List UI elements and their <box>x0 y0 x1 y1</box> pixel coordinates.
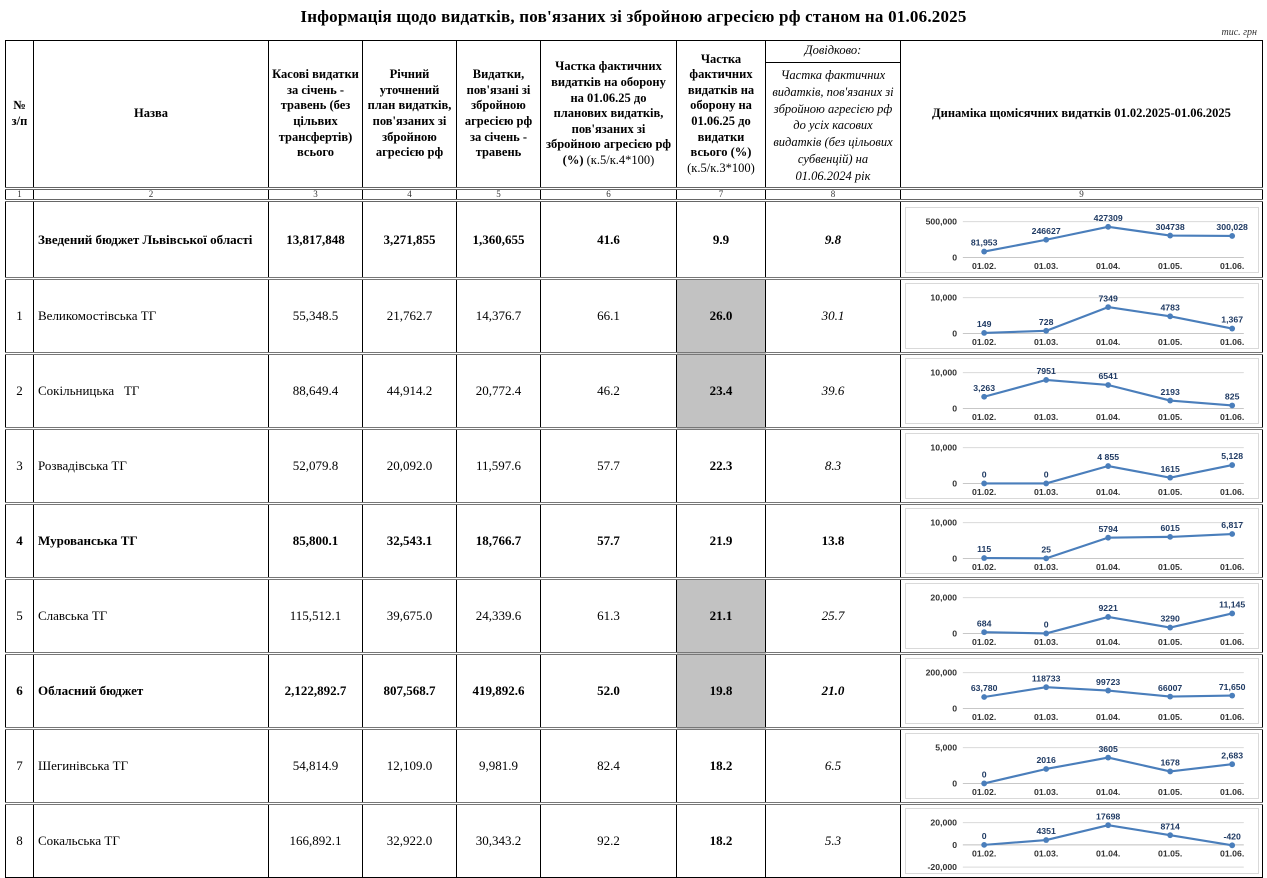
share-of-plan-value: 66.1 <box>541 279 677 354</box>
share-of-total-value: 21.9 <box>677 504 766 579</box>
svg-text:71,650: 71,650 <box>1218 681 1245 692</box>
svg-text:01.06.: 01.06. <box>1219 562 1244 573</box>
war-expenditures-value: 20,772.4 <box>457 354 541 429</box>
svg-text:01.04.: 01.04. <box>1095 412 1120 423</box>
column-number: 4 <box>363 189 457 201</box>
column-number: 7 <box>677 189 766 201</box>
svg-text:01.02.: 01.02. <box>971 260 996 271</box>
column-number: 5 <box>457 189 541 201</box>
sparkline-chart <box>905 808 1259 874</box>
svg-text:25: 25 <box>1040 544 1051 555</box>
svg-text:0: 0 <box>951 553 957 564</box>
share-of-total-value: 18.2 <box>677 804 766 878</box>
dynamics-cell <box>901 654 1263 729</box>
svg-text:10,000: 10,000 <box>929 367 957 378</box>
svg-text:01.03.: 01.03. <box>1033 487 1058 498</box>
header-share-of-total <box>677 41 766 189</box>
svg-text:4351: 4351 <box>1035 826 1056 837</box>
reference-value: 9.8 <box>766 201 901 279</box>
svg-text:3605: 3605 <box>1097 743 1118 754</box>
svg-text:825: 825 <box>1224 391 1239 402</box>
header-dynamics: Динаміка щомісячних видатків 01.02.2025-01.06.2025 <box>901 41 1263 189</box>
svg-text:1,367: 1,367 <box>1220 314 1243 325</box>
table-row-consolidated-budget <box>6 201 1263 279</box>
dynamics-cell <box>901 729 1263 804</box>
svg-text:01.02.: 01.02. <box>971 712 996 723</box>
war-expenditures-value: 1,360,655 <box>457 201 541 279</box>
svg-text:01.05.: 01.05. <box>1157 260 1182 271</box>
row-num: 2 <box>6 354 34 429</box>
row-name: Розвадівська ТГ <box>34 429 269 504</box>
svg-text:01.05.: 01.05. <box>1157 787 1182 798</box>
share-of-total-value: 23.4 <box>677 354 766 429</box>
annual-plan-value: 32,543.1 <box>363 504 457 579</box>
sparkline-chart <box>905 583 1259 649</box>
svg-text:81,953: 81,953 <box>970 237 997 248</box>
table-row-sokalska <box>6 804 1263 878</box>
svg-text:0: 0 <box>981 769 987 780</box>
table-row-sokilnytska <box>6 354 1263 429</box>
svg-text:01.05.: 01.05. <box>1157 412 1182 423</box>
share-of-plan-value: 61.3 <box>541 579 677 654</box>
svg-text:20,000: 20,000 <box>929 592 957 603</box>
svg-text:01.02.: 01.02. <box>971 637 996 648</box>
svg-text:01.02.: 01.02. <box>971 848 996 859</box>
svg-text:0: 0 <box>981 831 987 842</box>
svg-text:01.05.: 01.05. <box>1157 637 1182 648</box>
header-cash-expenditures: Касові видатки за січень - травень (без цільвих трансфертів) всього <box>269 41 363 189</box>
header-share-of-plan-formula: (к.5/к.4*100) <box>586 153 655 168</box>
svg-text:01.03.: 01.03. <box>1033 712 1058 723</box>
svg-text:-420: -420 <box>1222 831 1241 842</box>
column-number-row <box>6 189 1263 201</box>
page-title: Інформація щодо видатків, пов'язаних зі збройною агресією рф станом на 01.06.2025 <box>300 7 967 26</box>
column-number: 2 <box>34 189 269 201</box>
svg-text:01.02.: 01.02. <box>971 562 996 573</box>
row-num <box>6 201 34 279</box>
dynamics-cell <box>901 201 1263 279</box>
row-num: 6 <box>6 654 34 729</box>
svg-text:01.06.: 01.06. <box>1219 848 1244 859</box>
table-row-oblast-budget <box>6 654 1263 729</box>
svg-text:01.03.: 01.03. <box>1033 412 1058 423</box>
svg-text:01.02.: 01.02. <box>971 487 996 498</box>
svg-text:8714: 8714 <box>1159 821 1180 832</box>
svg-text:3,263: 3,263 <box>972 382 995 393</box>
svg-text:246627: 246627 <box>1031 225 1061 236</box>
svg-text:66007: 66007 <box>1157 682 1182 693</box>
svg-text:1615: 1615 <box>1159 463 1180 474</box>
svg-text:01.04.: 01.04. <box>1095 712 1120 723</box>
svg-text:01.06.: 01.06. <box>1219 337 1244 348</box>
share-of-total-value: 22.3 <box>677 429 766 504</box>
war-expenditures-value: 11,597.6 <box>457 429 541 504</box>
cash-expenditures-value: 2,122,892.7 <box>269 654 363 729</box>
svg-text:0: 0 <box>951 478 957 489</box>
svg-text:0: 0 <box>1043 619 1049 630</box>
svg-text:304738: 304738 <box>1155 221 1185 232</box>
row-num: 1 <box>6 279 34 354</box>
header-share-of-total-text: Частка фактичних видатків на оборону на 01.06.25 до видатки всього (%) <box>687 51 755 160</box>
svg-text:01.06.: 01.06. <box>1219 787 1244 798</box>
war-expenditures-value: 419,892.6 <box>457 654 541 729</box>
svg-text:20,000: 20,000 <box>929 817 957 828</box>
row-num: 3 <box>6 429 34 504</box>
expenditures-table <box>5 40 1263 878</box>
svg-text:01.05.: 01.05. <box>1157 562 1182 573</box>
reference-value: 8.3 <box>766 429 901 504</box>
row-num: 5 <box>6 579 34 654</box>
annual-plan-value: 39,675.0 <box>363 579 457 654</box>
svg-text:1678: 1678 <box>1159 757 1180 768</box>
table-row-shehynivska <box>6 729 1263 804</box>
sparkline-chart <box>905 658 1259 724</box>
column-number: 9 <box>901 189 1263 201</box>
annual-plan-value: 12,109.0 <box>363 729 457 804</box>
svg-text:0: 0 <box>981 469 987 480</box>
table-row-rozvadivska <box>6 429 1263 504</box>
svg-text:01.04.: 01.04. <box>1095 562 1120 573</box>
dynamics-cell <box>901 354 1263 429</box>
svg-text:01.06.: 01.06. <box>1219 487 1244 498</box>
header-reference <box>766 41 901 189</box>
svg-text:01.04.: 01.04. <box>1095 337 1120 348</box>
row-name: Славська ТГ <box>34 579 269 654</box>
reference-value: 6.5 <box>766 729 901 804</box>
row-name: Великомостівська ТГ <box>34 279 269 354</box>
unit-note: тис. грн <box>1221 27 1257 38</box>
svg-text:01.06.: 01.06. <box>1219 637 1244 648</box>
svg-text:5794: 5794 <box>1097 523 1118 534</box>
svg-text:01.03.: 01.03. <box>1033 637 1058 648</box>
svg-text:01.04.: 01.04. <box>1095 848 1120 859</box>
share-of-plan-value: 82.4 <box>541 729 677 804</box>
row-name: Шегинівська ТГ <box>34 729 269 804</box>
header-annual-plan: Річний уточнений план видатків, пов'язаних зі збройною агресією рф <box>363 41 457 189</box>
svg-text:0: 0 <box>951 778 957 789</box>
row-name: Обласний бюджет <box>34 654 269 729</box>
svg-text:11,145: 11,145 <box>1218 599 1245 610</box>
svg-text:01.04.: 01.04. <box>1095 260 1120 271</box>
header-share-of-plan <box>541 41 677 189</box>
share-of-total-value: 21.1 <box>677 579 766 654</box>
share-of-plan-value: 46.2 <box>541 354 677 429</box>
svg-text:2193: 2193 <box>1159 386 1180 397</box>
annual-plan-value: 21,762.7 <box>363 279 457 354</box>
share-of-plan-value: 57.7 <box>541 429 677 504</box>
row-num: 4 <box>6 504 34 579</box>
svg-text:01.05.: 01.05. <box>1157 337 1182 348</box>
svg-text:01.04.: 01.04. <box>1095 637 1120 648</box>
svg-text:01.03.: 01.03. <box>1033 787 1058 798</box>
svg-text:01.05.: 01.05. <box>1157 712 1182 723</box>
row-num: 7 <box>6 729 34 804</box>
svg-text:01.04.: 01.04. <box>1095 487 1120 498</box>
column-number: 1 <box>6 189 34 201</box>
share-of-total-value: 19.8 <box>677 654 766 729</box>
svg-text:200,000: 200,000 <box>925 667 957 678</box>
svg-text:01.02.: 01.02. <box>971 787 996 798</box>
annual-plan-value: 32,922.0 <box>363 804 457 878</box>
dynamics-cell <box>901 279 1263 354</box>
share-of-plan-value: 52.0 <box>541 654 677 729</box>
sparkline-chart <box>905 207 1259 273</box>
column-number: 8 <box>766 189 901 201</box>
sparkline-chart <box>905 733 1259 799</box>
row-name: Сокільницька ТГ <box>34 354 269 429</box>
sparkline-chart <box>905 283 1259 349</box>
row-name: Мурованська ТГ <box>34 504 269 579</box>
svg-text:01.05.: 01.05. <box>1157 487 1182 498</box>
share-of-plan-value: 92.2 <box>541 804 677 878</box>
reference-note-text: Частка фактичних видатків, пов'язаних зі збройною агресією рф до усіх касових видатків (без цільових субвенцій) на 01.06.2024 рік <box>772 67 894 183</box>
svg-text:0: 0 <box>951 839 957 850</box>
svg-text:4 855: 4 855 <box>1096 452 1119 463</box>
svg-text:10,000: 10,000 <box>929 292 957 303</box>
svg-text:17698: 17698 <box>1095 811 1120 822</box>
svg-text:-20,000: -20,000 <box>927 862 957 873</box>
svg-text:115: 115 <box>976 544 991 555</box>
svg-text:5,000: 5,000 <box>934 742 957 753</box>
share-of-plan-value: 41.6 <box>541 201 677 279</box>
svg-text:01.02.: 01.02. <box>971 337 996 348</box>
share-of-total-value: 26.0 <box>677 279 766 354</box>
cash-expenditures-value: 54,814.9 <box>269 729 363 804</box>
cash-expenditures-value: 115,512.1 <box>269 579 363 654</box>
dynamics-cell <box>901 504 1263 579</box>
war-expenditures-value: 9,981.9 <box>457 729 541 804</box>
svg-text:2016: 2016 <box>1035 755 1056 766</box>
svg-text:10,000: 10,000 <box>929 517 957 528</box>
reference-note-label: Довідково: <box>766 41 900 63</box>
svg-text:4783: 4783 <box>1159 302 1180 313</box>
svg-text:01.04.: 01.04. <box>1095 787 1120 798</box>
svg-text:2,683: 2,683 <box>1220 750 1243 761</box>
table-row-velykomostivska <box>6 279 1263 354</box>
svg-text:01.03.: 01.03. <box>1033 260 1058 271</box>
reference-value: 25.7 <box>766 579 901 654</box>
svg-text:5,128: 5,128 <box>1220 451 1243 462</box>
cash-expenditures-value: 13,817,848 <box>269 201 363 279</box>
svg-text:99723: 99723 <box>1095 676 1120 687</box>
header-row <box>6 41 1263 189</box>
svg-text:0: 0 <box>951 328 957 339</box>
annual-plan-value: 807,568.7 <box>363 654 457 729</box>
war-expenditures-value: 24,339.6 <box>457 579 541 654</box>
share-of-total-value: 18.2 <box>677 729 766 804</box>
svg-text:01.05.: 01.05. <box>1157 848 1182 859</box>
column-number: 3 <box>269 189 363 201</box>
row-name: Зведений бюджет Львівської області <box>34 201 269 279</box>
svg-text:6541: 6541 <box>1097 371 1118 382</box>
cash-expenditures-value: 85,800.1 <box>269 504 363 579</box>
svg-text:0: 0 <box>951 251 957 262</box>
svg-text:9221: 9221 <box>1097 603 1118 614</box>
svg-text:7349: 7349 <box>1097 293 1118 304</box>
table-row-murovanska <box>6 504 1263 579</box>
svg-text:0: 0 <box>1043 469 1049 480</box>
annual-plan-value: 3,271,855 <box>363 201 457 279</box>
annual-plan-value: 44,914.2 <box>363 354 457 429</box>
reference-value: 5.3 <box>766 804 901 878</box>
header-num: № з/п <box>6 41 34 189</box>
reference-value: 13.8 <box>766 504 901 579</box>
dynamics-cell <box>901 429 1263 504</box>
svg-text:427309: 427309 <box>1093 212 1123 223</box>
svg-text:0: 0 <box>951 403 957 414</box>
svg-text:6015: 6015 <box>1159 523 1180 534</box>
svg-text:6,817: 6,817 <box>1220 520 1243 531</box>
cash-expenditures-value: 55,348.5 <box>269 279 363 354</box>
cash-expenditures-value: 52,079.8 <box>269 429 363 504</box>
svg-text:728: 728 <box>1038 317 1053 328</box>
header-war-expenditures: Видатки, пов'язані зі збройною агресією рф за січень - травень <box>457 41 541 189</box>
header-share-of-total-formula: (к.5/к.3*100) <box>687 160 755 175</box>
row-num: 8 <box>6 804 34 878</box>
header-share-of-plan-text: Частка фактичних видатків на оборону на 01.06.25 до планових видатків, пов'язаних зі збройною агресією рф (%) <box>545 59 672 168</box>
svg-text:149: 149 <box>976 319 991 330</box>
reference-value: 21.0 <box>766 654 901 729</box>
dynamics-cell <box>901 579 1263 654</box>
reference-value: 30.1 <box>766 279 901 354</box>
annual-plan-value: 20,092.0 <box>363 429 457 504</box>
svg-text:01.06.: 01.06. <box>1219 260 1244 271</box>
svg-text:0: 0 <box>951 703 957 714</box>
war-expenditures-value: 18,766.7 <box>457 504 541 579</box>
svg-text:0: 0 <box>951 628 957 639</box>
war-expenditures-value: 14,376.7 <box>457 279 541 354</box>
svg-text:63,780: 63,780 <box>970 683 997 694</box>
svg-text:500,000: 500,000 <box>925 216 957 226</box>
svg-text:10,000: 10,000 <box>929 442 957 453</box>
header-name: Назва <box>34 41 269 189</box>
share-of-total-value: 9.9 <box>677 201 766 279</box>
column-number: 6 <box>541 189 677 201</box>
svg-text:118733: 118733 <box>1031 673 1060 684</box>
svg-text:01.03.: 01.03. <box>1033 562 1058 573</box>
svg-text:01.03.: 01.03. <box>1033 848 1058 859</box>
svg-text:684: 684 <box>976 618 991 629</box>
sparkline-chart <box>905 508 1259 574</box>
share-of-plan-value: 57.7 <box>541 504 677 579</box>
svg-text:01.02.: 01.02. <box>971 412 996 423</box>
svg-text:3290: 3290 <box>1159 613 1180 624</box>
cash-expenditures-value: 166,892.1 <box>269 804 363 878</box>
svg-text:01.03.: 01.03. <box>1033 337 1058 348</box>
reference-value: 39.6 <box>766 354 901 429</box>
svg-text:300,028: 300,028 <box>1215 221 1248 232</box>
dynamics-cell <box>901 804 1263 878</box>
svg-text:7951: 7951 <box>1035 366 1056 377</box>
sparkline-chart <box>905 433 1259 499</box>
table-row-slavska <box>6 579 1263 654</box>
war-expenditures-value: 30,343.2 <box>457 804 541 878</box>
sparkline-chart <box>905 358 1259 424</box>
row-name: Сокальська ТГ <box>34 804 269 878</box>
cash-expenditures-value: 88,649.4 <box>269 354 363 429</box>
svg-text:01.06.: 01.06. <box>1219 712 1244 723</box>
svg-text:01.06.: 01.06. <box>1219 412 1244 423</box>
